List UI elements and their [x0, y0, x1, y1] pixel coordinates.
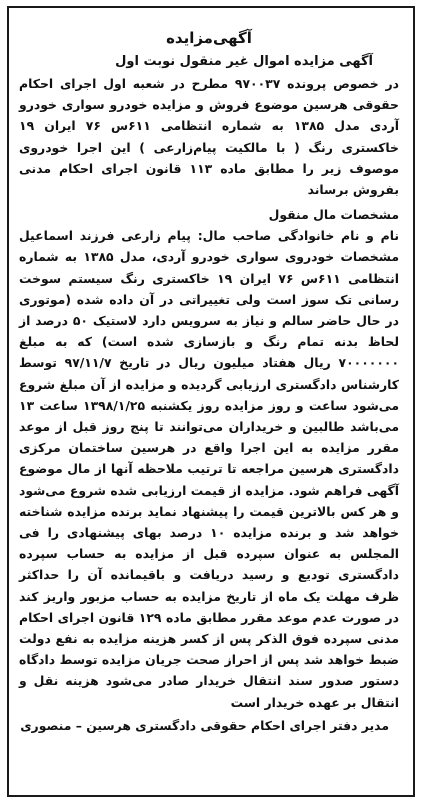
notice-intro-paragraph: در خصوص پرونده ۹۷۰۰۳۷ مطرح در شعبه اول اجرای احکام حقوقی هرسین موضوع فروش و مزایده خودرو سواری خودرو آردی مدل ۱۳۸۵ به شماره انتظامی ۶۱۱س ۷۶ ایران ۱۹ خاکستری رنگ ( با مالکیت پیام‌زارعی ) این اجرا خودروی موصوف زیر را مطابق ماده ۱۱۳ قانون اجرای احکام مدنی بفروش برساند	[19, 76, 400, 198]
notice-signature: مدیر دفتر اجرای احکام حقوقی دادگستری هرسین – منصوری	[20, 717, 389, 733]
notice-title: آگهی‌مزایده	[166, 29, 252, 47]
auction-notice	[7, 6, 415, 797]
notice-subtitle: آگهی مزایده اموال غیر منقول نوبت اول	[115, 54, 373, 69]
section-heading: مشخصات مال منقول	[268, 207, 399, 223]
notice-body-paragraph: نام و نام خانوادگی صاحب مال: پیام زارعی فرزند اسماعیل مشخصات خودروی سواری خودرو آردی، مدل ۱۳۸۵ به شماره انتظامی ۶۱۱س ۷۶ ایران ۱۹ خاکستری رنگ سیستم سوخت رسانی تک سوز است ولی تغییراتی در آن داده شده (موتوری در حال حاضر سالم و نیاز به سرویس دارد لاستیک ۵۰ درصد از لحاظ بدنه تمام رنگ و بازسازی شده است) که به مبلغ ۷۰۰۰۰۰۰۰ ریال هفتاد میلیون ریال در تاریخ ۹۷/۱۱/۷ توسط کارشناس دادگستری ارزیابی گردیده و مزایده از آن مبلغ شروع می‌شود ساعت و روز مزایده روز یکشنبه ۱۳۹۸/۱/۲۵ ساعت ۱۳ می‌باشد طالبین و خریداران می‌توانند تا پنج روز قبل از موعد مقرر مزایده به این اجرا واقع در هرسین ساختمان مرکزی دادگستری هرسین مراجعه تا ترتیب ملاحظه آنها از مال موضوع آگهی فراهم شود. مزایده از قیمت ارزیابی شده شروع می‌شود و هر کس بالاترین قیمت را پیشنهاد نماید برنده مزایده شناخته خواهد شد و برنده مزایده ۱۰ درصد بهای پیشنهادی را فی المجلس به عنوان سپرده قبل از مزایده به حساب سپرده دادگستری تودیع و رسید دریافت و باقیمانده آن را حداکثر ظرف مهلت یک ماه از تاریخ مزایده به حساب مزبور واریز کند در صورت عدم موعد مقرر مطابق ماده ۱۲۹ قانون اجرای احکام مدنی سپرده فوق الذکر پس از کسر هزینه مزایده به نفع دولت ضبط خواهد شد پس از احراز صحت جریان مزایده توسط دادگاه دستور صدور سند انتقال خریدار صادر می‌شود هزینه نقل و انتقال بر عهده خریدار است	[19, 228, 400, 710]
